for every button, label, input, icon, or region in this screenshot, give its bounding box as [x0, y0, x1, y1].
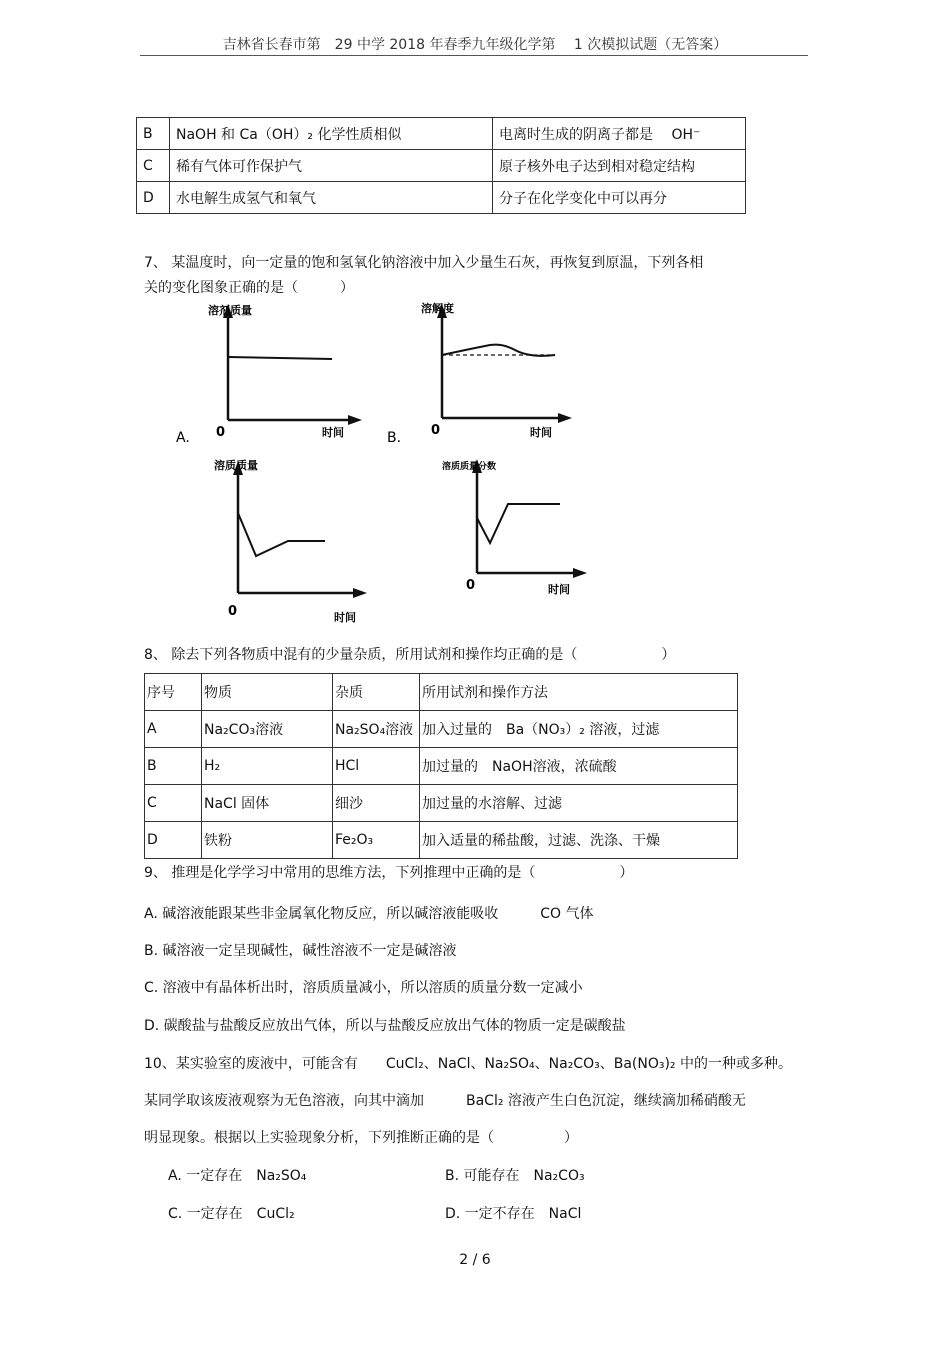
- q7-stem-line1: 7、 某温度时，向一定量的饱和氢氧化钠溶液中加入少量生石灰，再恢复到原温，下列各相: [144, 255, 704, 271]
- graph-b: [385, 300, 585, 450]
- q9-option-b: B. 碱溶液一定呈现碱性，碱性溶液不一定是碱溶液: [144, 943, 457, 959]
- fact-cell: NaOH 和 Ca（OH）₂ 化学性质相似: [170, 118, 493, 150]
- cell: Na₂CO₃溶液: [202, 711, 333, 748]
- q10-stem-line3: 明显现象。根据以上实验现象分析，下列推断正确的是（ ）: [144, 1130, 578, 1146]
- cell: A: [145, 711, 202, 748]
- graph-c: [200, 455, 380, 630]
- cell: Na₂SO₄溶液: [333, 711, 420, 748]
- cell: 加入适量的稀盐酸，过滤、洗涤、干燥: [420, 822, 738, 859]
- cell: NaCl 固体: [202, 785, 333, 822]
- option-cell: C: [137, 150, 170, 182]
- q10-option-d: D. 一定不存在 NaCl: [445, 1206, 582, 1222]
- cell: D: [145, 822, 202, 859]
- q9-option-d: D. 碳酸盐与盐酸反应放出气体，所以与盐酸反应放出气体的物质一定是碳酸盐: [144, 1018, 626, 1034]
- cell: 加过量的水溶解、过滤: [420, 785, 738, 822]
- header-cell: 所用试剂和操作方法: [420, 674, 738, 711]
- q7-stem-line2: 关的变化图象正确的是（ ）: [144, 280, 354, 296]
- reason-cell: 分子在化学变化中可以再分: [493, 182, 746, 214]
- answer-table-q8: [144, 673, 738, 859]
- table-row: [145, 785, 738, 822]
- fact-cell: 水电解生成氢气和氧气: [170, 182, 493, 214]
- q10-stem-line1: 10、某实验室的废液中，可能含有 CuCl₂、NaCl、Na₂SO₄、Na₂CO₃、Ba(NO₃)₂ 中的一种或多种。: [144, 1056, 792, 1072]
- header-divider: [140, 55, 808, 56]
- table-row: [145, 748, 738, 785]
- q10-option-b: B. 可能存在 Na₂CO₃: [445, 1168, 585, 1184]
- graph-d-xlabel: 时间: [548, 583, 570, 596]
- graph-a: [170, 300, 370, 450]
- graph-a-ylabel: 溶剂质量: [208, 304, 252, 317]
- cell: HCl: [333, 748, 420, 785]
- q8-stem: 8、 除去下列各物质中混有的少量杂质，所用试剂和操作均正确的是（ ）: [144, 647, 676, 663]
- cell: B: [145, 748, 202, 785]
- graph-b-xlabel: 时间: [530, 426, 552, 439]
- header-cell: 序号: [145, 674, 202, 711]
- graph-c-ylabel: 溶质质量: [214, 459, 258, 472]
- cell: 加入过量的 Ba（NO₃）₂ 溶液，过滤: [420, 711, 738, 748]
- graph-d: [440, 455, 600, 605]
- page-number: 2 / 6: [459, 1252, 491, 1268]
- q9-option-a: A. 碱溶液能跟某些非金属氧化物反应，所以碱溶液能吸收 CO 气体: [144, 906, 594, 922]
- q10-option-a: A. 一定存在 Na₂SO₄: [168, 1168, 307, 1184]
- header-cell: 物质: [202, 674, 333, 711]
- table-row: [137, 182, 746, 214]
- graph-b-origin: 0: [431, 423, 441, 438]
- graph-c-origin: 0: [228, 604, 238, 619]
- graph-a-xlabel: 时间: [322, 426, 344, 439]
- header-cell: 杂质: [333, 674, 420, 711]
- reason-cell: 电离时生成的阴离子都是 OH⁻: [493, 118, 746, 150]
- table-row: [137, 118, 746, 150]
- q10-option-c: C. 一定存在 CuCl₂: [168, 1206, 295, 1222]
- cell: 加过量的 NaOH溶液，浓硫酸: [420, 748, 738, 785]
- option-cell: B: [137, 118, 170, 150]
- graph-a-origin: 0: [216, 425, 226, 440]
- page-header: 吉林省长春市第 29 中学 2018 年春季九年级化学第 1 次模拟试题（无答案）: [222, 37, 728, 53]
- cell: 细沙: [333, 785, 420, 822]
- reason-cell: 原子核外电子达到相对稳定结构: [493, 150, 746, 182]
- graph-b-option-label: B.: [387, 430, 402, 446]
- table-header-row: [145, 674, 738, 711]
- table-row: [145, 711, 738, 748]
- graph-a-option-label: A.: [176, 430, 190, 446]
- cell: C: [145, 785, 202, 822]
- graph-c-xlabel: 时间: [334, 611, 356, 624]
- cell: 铁粉: [202, 822, 333, 859]
- cell: H₂: [202, 748, 333, 785]
- q9-option-c: C. 溶液中有晶体析出时，溶质质量减小，所以溶质的质量分数一定减小: [144, 980, 583, 996]
- answer-table-q6: [136, 117, 746, 214]
- table-row: [145, 822, 738, 859]
- graph-d-ylabel: 溶质质量分数: [442, 462, 497, 472]
- table-row: [137, 150, 746, 182]
- cell: Fe₂O₃: [333, 822, 420, 859]
- q9-stem: 9、 推理是化学学习中常用的思维方法，下列推理中正确的是（ ）: [144, 865, 634, 881]
- fact-cell: 稀有气体可作保护气: [170, 150, 493, 182]
- option-cell: D: [137, 182, 170, 214]
- q10-stem-line2: 某同学取该废液观察为无色溶液，向其中滴加 BaCl₂ 溶液产生白色沉淀，继续滴加稀硝酸无: [144, 1093, 746, 1109]
- graph-d-origin: 0: [466, 578, 476, 593]
- graph-b-ylabel: 溶解度: [421, 302, 454, 315]
